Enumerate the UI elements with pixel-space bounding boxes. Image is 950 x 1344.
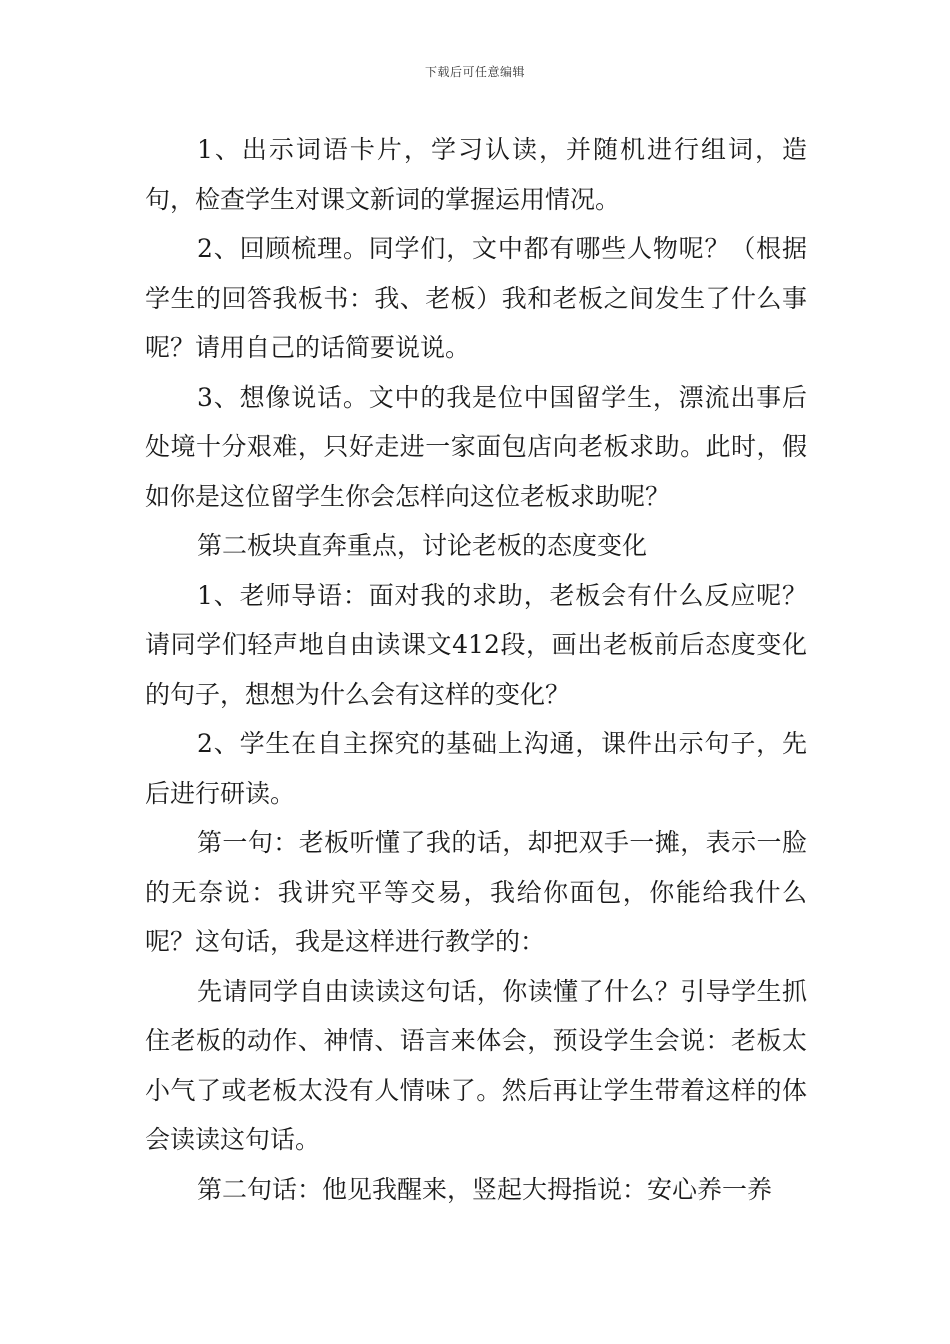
paragraph-4: 1、老师导语：面对我的求助，老板会有什么反应呢？请同学们轻声地自由读课文412段，画出老板前后态度变化的句子，想想为什么会有这样的变化？ xyxy=(145,580,807,709)
section-heading: 第二板块直奔重点，讨论老板的态度变化 xyxy=(197,531,648,560)
paragraph-6: 第一句：老板听懂了我的话，却把双手一摊，表示一脸的无奈说：我讲究平等交易，我给你面包，你能给我什么呢？这句话，我是这样进行教学的： xyxy=(145,828,807,956)
document-body xyxy=(145,125,807,1214)
paragraph-1: 1、出示词语卡片，学习认读，并随机进行组词，造句，检查学生对课文新词的掌握运用情况。 xyxy=(145,135,807,214)
paragraph-2: 2、回顾梳理。同学们，文中都有哪些人物呢？（根据学生的回答我板书：我、老板）我和老板之间发生了什么事呢？请用自己的话简要说说。 xyxy=(145,234,807,362)
page-header: 下载后可任意编辑 xyxy=(424,65,525,79)
paragraph-8: 第二句话：他见我醒来，竖起大拇指说：安心养一养 xyxy=(197,1174,773,1204)
paragraph-3: 3、想像说话。文中的我是位中国留学生，漂流出事后处境十分艰难，只好走进一家面包店向老板求助。此时，假如你是这位留学生你会怎样向这位老板求助呢？ xyxy=(145,382,807,511)
paragraph-5: 2、学生在自主探究的基础上沟通，课件出示句子，先后进行研读。 xyxy=(145,729,807,808)
paragraph-7: 先请同学自由读读这句话，你读懂了什么？引导学生抓住老板的动作、神情、语言来体会，预设学生会说：老板太小气了或老板太没有人情味了。然后再让学生带着这样的体会读读这句话。 xyxy=(145,976,807,1154)
